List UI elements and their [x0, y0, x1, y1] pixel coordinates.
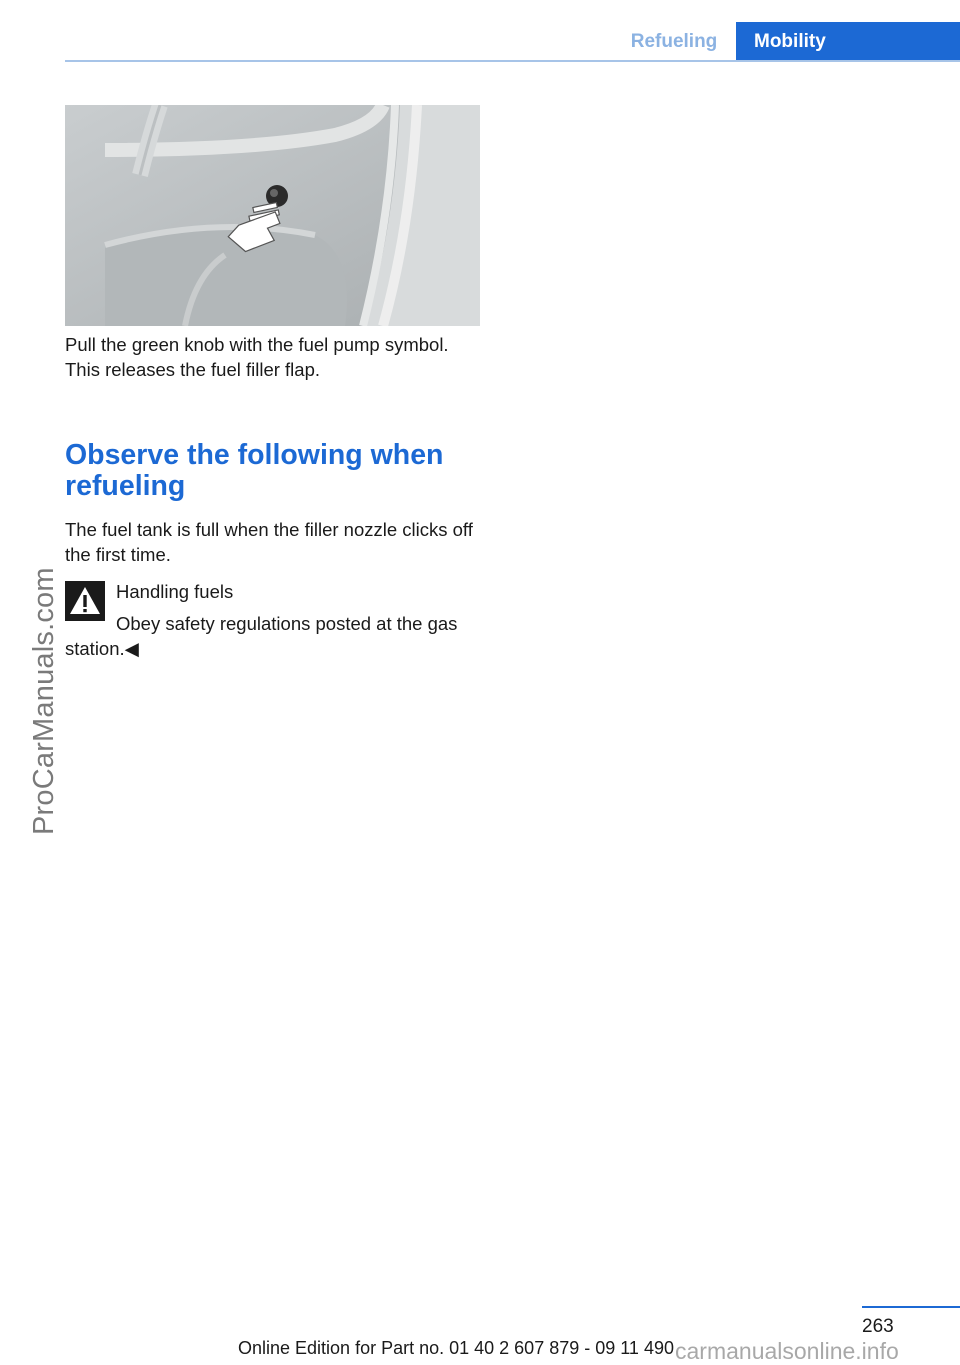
- header-section-label: Refueling: [630, 31, 718, 52]
- header-divider: [65, 60, 960, 62]
- section-heading: Observe the following when refueling: [65, 439, 444, 502]
- footer-divider: [862, 1306, 960, 1308]
- header-chapter-tab: Mobility: [736, 22, 960, 62]
- figure-caption: Pull the green knob with the fuel pump symbol. This releases the fuel filler flap.: [65, 334, 449, 380]
- body-paragraph: The fuel tank is full when the filler nozzle clicks off the first time.: [65, 519, 473, 565]
- page-number: 263: [862, 1316, 894, 1337]
- fuel-release-illustration: [65, 105, 480, 326]
- warning-title: Handling fuels: [116, 581, 234, 602]
- warning-text: Obey safety regulations posted at the gas station.◀: [65, 613, 458, 659]
- edition-line: Online Edition for Part no. 01 40 2 607 879 - 09 11 490: [238, 1338, 674, 1358]
- bottom-watermark: carmanualsonline.info: [675, 1338, 899, 1364]
- side-watermark: ProCarManuals.com: [28, 567, 60, 835]
